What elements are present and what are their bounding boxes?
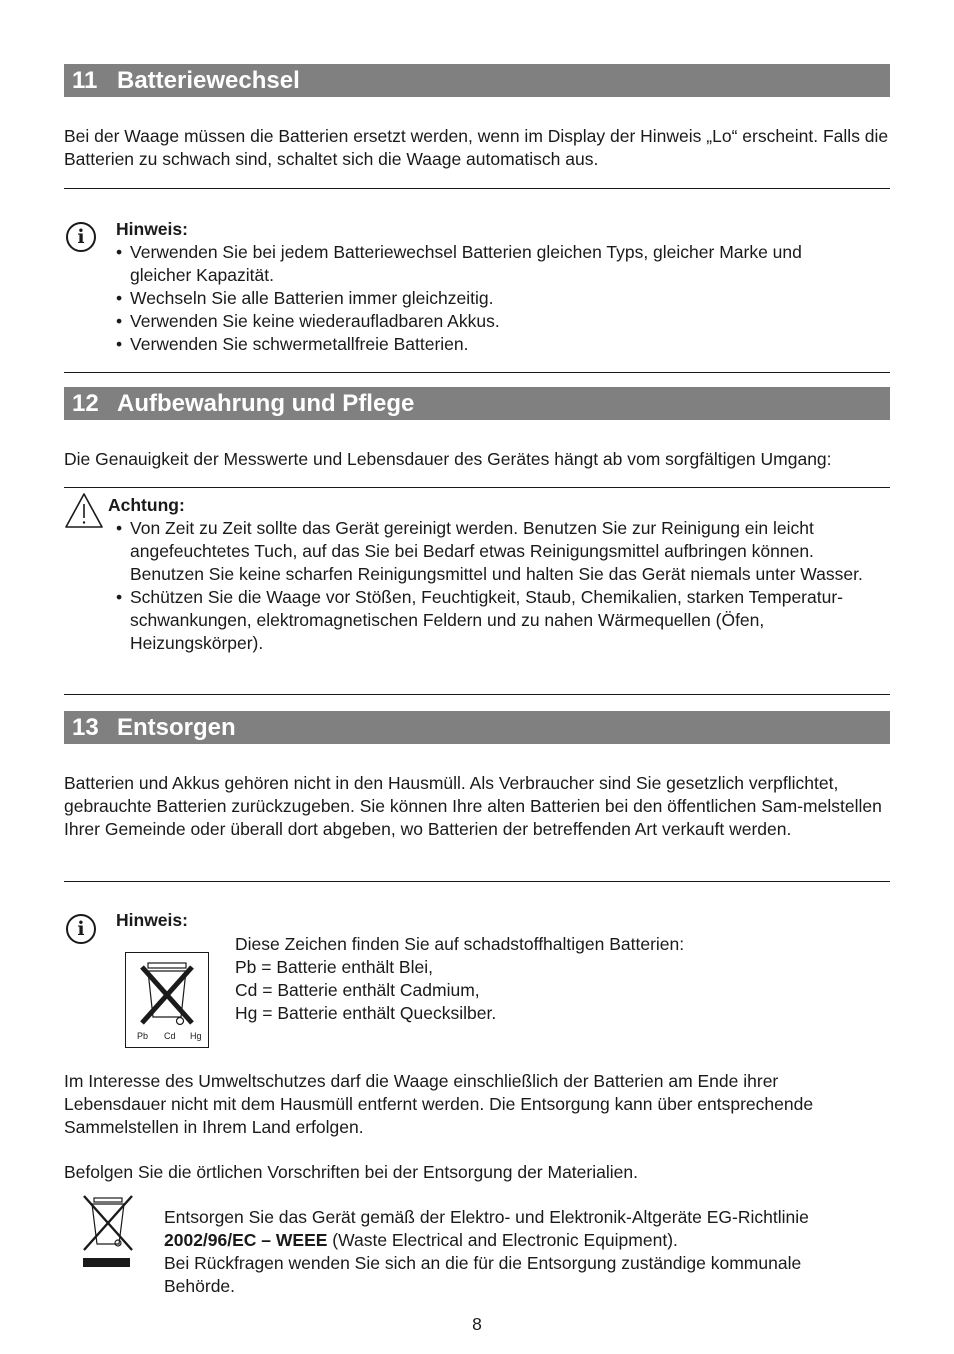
- page-number: 8: [472, 1314, 482, 1334]
- section-heading-11: [64, 64, 890, 97]
- list-item: • Verwenden Sie schwermetallfreie Batterien.: [116, 333, 856, 356]
- section-heading-12: [64, 387, 890, 420]
- section-title: Entsorgen: [117, 714, 236, 741]
- list-item: • Verwenden Sie bei jedem Batteriewechsel Batterien gleichen Typs, gleicher Marke und gleicher Kapazität.: [116, 241, 856, 287]
- list-item: • Von Zeit zu Zeit sollte das Gerät gereinigt werden. Benutzen Sie zur Reinigung ein leicht angefeuchtetes Tuch, auf das Sie bei Bedarf etwas Reinigungsmittel aufbringen können. Benutzen Sie keine scharfen Reinigungsmittel und halten Sie das Gerät niemals unter Wasser.: [116, 517, 886, 586]
- weee-line: Behörde.: [164, 1276, 236, 1296]
- legend-line: Pb = Batterie enthält Blei,: [235, 957, 433, 977]
- warning-title: Achtung:: [108, 495, 185, 515]
- note-title: Hinweis:: [116, 219, 188, 239]
- legend-line: Diese Zeichen finden Sie auf schadstoffhaltigen Batterien:: [235, 934, 685, 954]
- care-warning-list: [116, 517, 886, 655]
- disposal-intro: Batterien und Akkus gehören nicht in den Hausmüll. Als Verbraucher sind Sie gesetzlich verpflichtet, gebrauchte Batterien zurückzugeben. Sie können Ihre alten Batterien bei den öffentlichen Sam-melstellen Ihrer Gemeinde oder überall dort abgeben, wo Batterien der betreffenden Art verkauft werden.: [64, 773, 882, 839]
- divider: [64, 487, 890, 488]
- legend-line: Hg = Batterie enthält Quecksilber.: [235, 1003, 497, 1023]
- legend-line: Cd = Batterie enthält Cadmium,: [235, 980, 480, 1000]
- section-number: 13: [72, 714, 99, 741]
- weee-directive: 2002/96/EC – WEEE: [164, 1230, 328, 1250]
- info-icon: i: [66, 222, 96, 252]
- divider: [64, 372, 890, 373]
- divider: [64, 694, 890, 695]
- list-item: • Verwenden Sie keine wiederaufladbaren Akkus.: [116, 310, 856, 333]
- crossed-bin-icon: [134, 957, 200, 1029]
- care-intro: Die Genauigkeit der Messwerte und Lebensdauer des Gerätes hängt ab vom sorgfältigen Umgang:: [64, 449, 832, 469]
- section-number: 11: [72, 67, 98, 94]
- warning-triangle-icon: [64, 492, 104, 530]
- section-title: Batteriewechsel: [117, 67, 300, 94]
- battery-symbol-legend: [235, 933, 684, 1025]
- weee-line: Bei Rückfragen wenden Sie sich an die für die Entsorgung zuständige kommunale: [164, 1253, 802, 1273]
- note-title: Hinweis:: [116, 910, 188, 930]
- weee-line: Entsorgen Sie das Gerät gemäß der Elektro- und Elektronik-Altgeräte EG-Richtlinie: [164, 1207, 809, 1227]
- divider: [64, 188, 890, 189]
- weee-line: [164, 1229, 809, 1252]
- battery-disposal-symbol: [125, 952, 209, 1048]
- section-title: Aufbewahrung und Pflege: [117, 390, 415, 417]
- battery-change-intro: Bei der Waage müssen die Batterien ersetzt werden, wenn im Display der Hinweis „Lo“ erscheint. Falls die Batterien zu schwach sind, schaltet sich die Waage automatisch aus.: [64, 126, 889, 169]
- symbol-label-pb: Pb: [137, 1031, 149, 1041]
- symbol-label-hg: Hg: [190, 1031, 202, 1041]
- section-number: 12: [72, 390, 99, 417]
- weee-crossed-bin-icon: [80, 1192, 136, 1268]
- environment-paragraph: Im Interesse des Umweltschutzes darf die Waage einschließlich der Batterien am Ende ihrer Lebensdauer nicht mit dem Hausmüll entfernt werden. Die Entsorgung kann über entsprechende Sammelstellen in Ihrem Land erfolgen.: [64, 1071, 814, 1137]
- info-icon: i: [66, 914, 96, 944]
- weee-text: [164, 1206, 809, 1298]
- symbol-label-cd: Cd: [164, 1031, 176, 1041]
- local-rules-paragraph: Befolgen Sie die örtlichen Vorschriften bei der Entsorgung der Materialien.: [64, 1162, 638, 1182]
- section-heading-13: [64, 711, 890, 744]
- weee-directive-description: (Waste Electrical and Electronic Equipment).: [327, 1230, 678, 1250]
- battery-note-list: [116, 241, 856, 356]
- divider: [64, 881, 890, 882]
- list-item: • Wechseln Sie alle Batterien immer gleichzeitig.: [116, 287, 856, 310]
- list-item: • Schützen Sie die Waage vor Stößen, Feuchtigkeit, Staub, Chemikalien, starken Temperatur-schwankungen, elektromagnetischen Feldern und zu nahen Wärmequellen (Öfen, Heizungskörper).: [116, 586, 886, 655]
